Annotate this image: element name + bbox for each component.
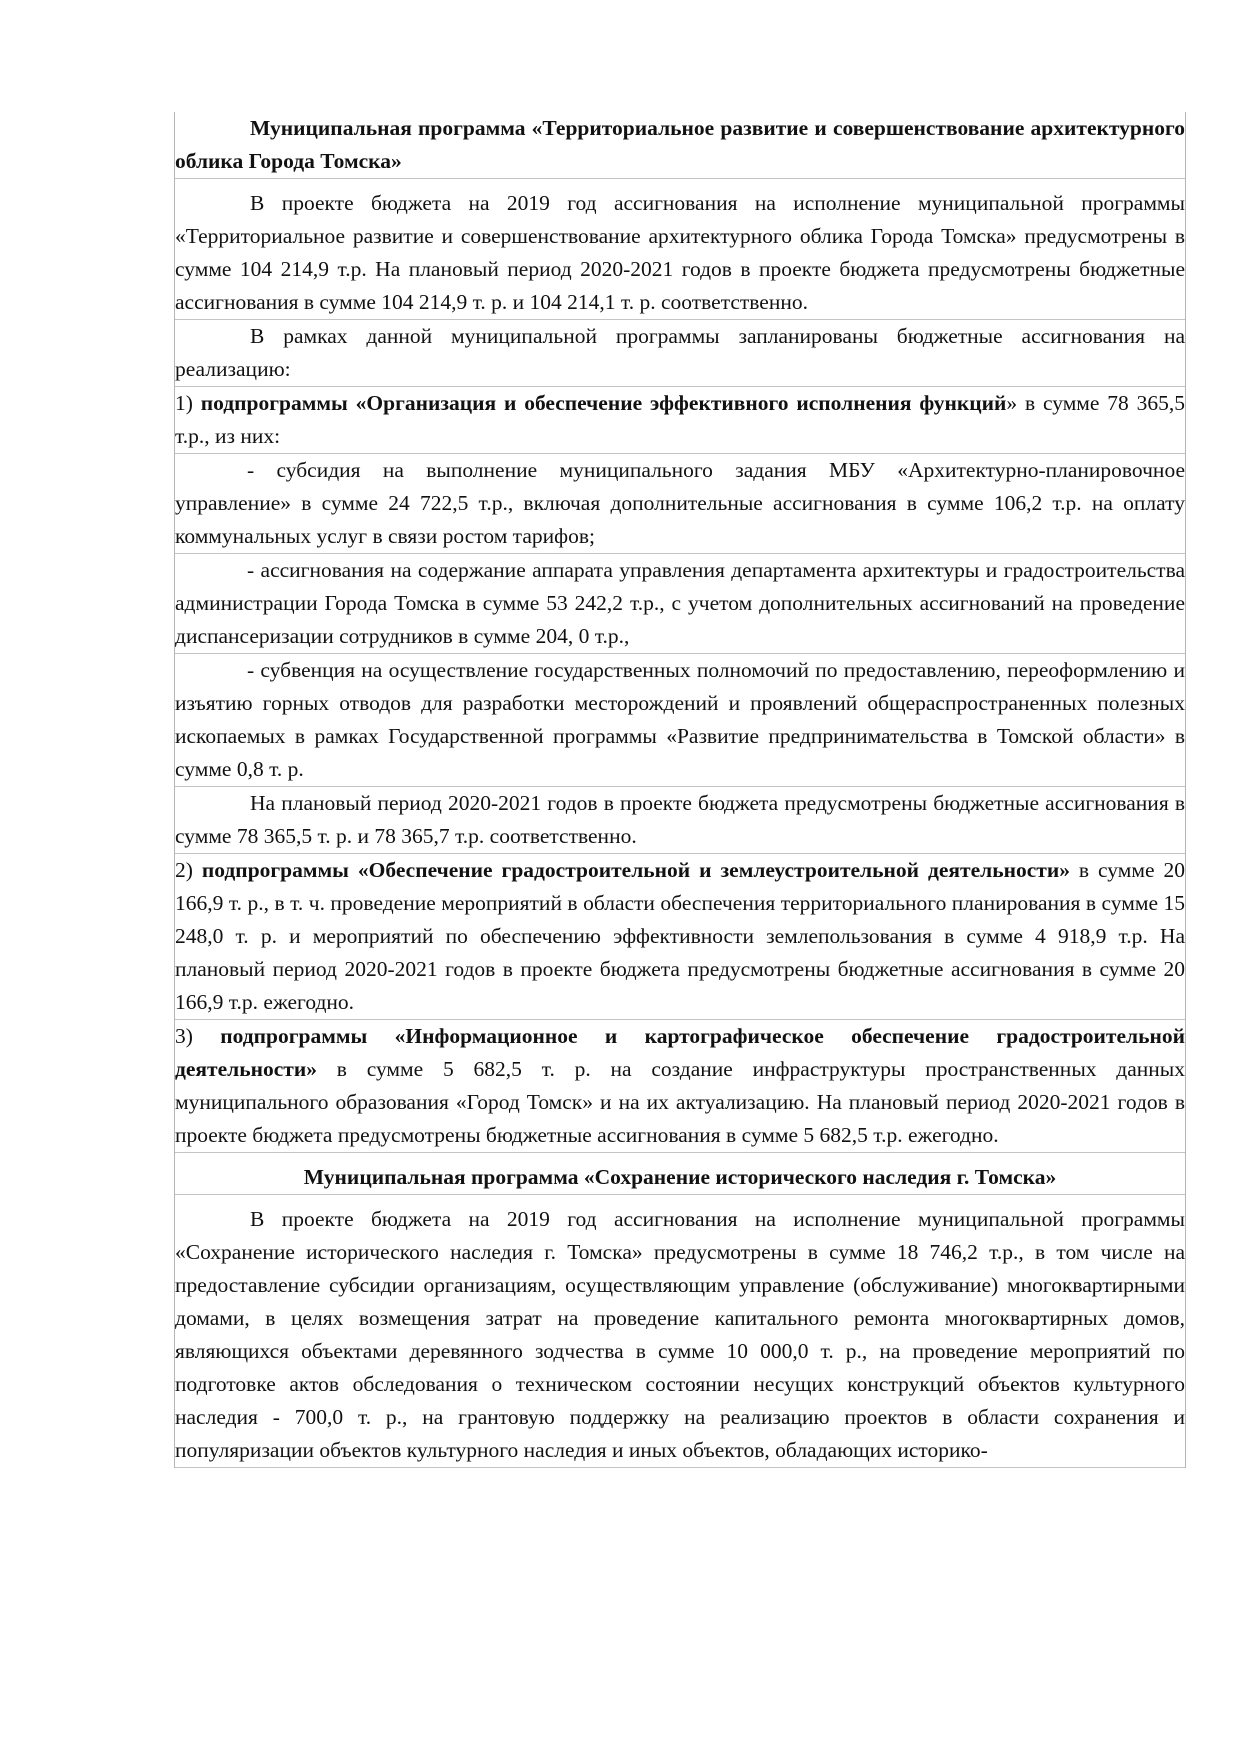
subprogram-1-item-a — [175, 454, 1185, 554]
subprogram-1-item-b — [175, 554, 1185, 654]
spacer — [175, 179, 1185, 187]
section2-heading-block — [175, 1161, 1185, 1195]
subprogram-2-body: в сумме 20 166,9 т. р., в т. ч. проведение мероприятий в области обеспечения территориального планирования в сумме 15 248,0 т. р. и мероприятий по обеспечению эффективности землепользования в сумме 4 918,9 т.р. На плановый период 2020-2021 годов в проекте бюджета предусмотрены бюджетные ассигнования в сумме 20 166,9 т.р. ежегодно. — [175, 858, 1186, 1014]
section1-paragraph-1 — [175, 187, 1185, 320]
subprogram-1-title: подпрограммы «Организация и обеспечение эффективного исполнения функций — [200, 391, 1007, 415]
subprogram-1-item-c — [175, 654, 1185, 787]
section1-p3: На плановый период 2020-2021 годов в проекте бюджета предусмотрены бюджетные ассигнования в сумме 78 365,5 т. р. и 78 365,7 т.р. соответственно. — [175, 791, 1185, 848]
section1-p1: В проекте бюджета на 2019 год ассигнования на исполнение муниципальной программы «Территориальное развитие и совершенствование архитектурного облика Города Томска» предусмотрены в сумме 104 214,9 т.р. На плановый период 2020-2021 годов в проекте бюджета предусмотрены бюджетные ассигнования в сумме 104 214,9 т. р. и 104 214,1 т. р. соответственно. — [175, 191, 1185, 314]
subprogram-2-title: подпрограммы «Обеспечение градостроительной и землеустроительной деятельности» — [201, 858, 1070, 882]
subprogram-3-body: в сумме 5 682,5 т. р. на создание инфраструктуры пространственных данных муниципального образования «Город Томск» и на их актуализацию. На плановый период 2020-2021 годов в проекте бюджета предусмотрены бюджетные ассигнования в сумме 5 682,5 т.р. ежегодно. — [175, 1057, 1185, 1147]
subprogram-3-text — [175, 1020, 1185, 1152]
section2-p1: В проекте бюджета на 2019 год ассигнования на исполнение муниципальной программы «Сохранение исторического наследия г. Томска» предусмотрены в сумме 18 746,2 т.р., в том числе на предоставление субсидии организациям, осуществляющим управление (обслуживание) многоквартирными домами, в целях возмещения затрат на проведение капитального ремонта многоквартирных домов, являющихся объектами деревянного зодчества в сумме 10 000,0 т. р., на проведение мероприятий по подготовке актов обследования о техническом состоянии несущих конструкций объектов культурного наследия - 700,0 т. р., на грантовую поддержку на реализацию проектов в области сохранения и популяризации объектов культурного наследия и иных объектов, обладающих историко- — [175, 1207, 1185, 1462]
spacer — [175, 1195, 1185, 1203]
section2-paragraph-1 — [175, 1203, 1185, 1468]
subprogram-2-text — [175, 854, 1185, 1019]
section1-paragraph-3 — [175, 787, 1185, 854]
subprogram-1-close-quote: » — [1006, 391, 1018, 415]
section1-paragraph-2 — [175, 320, 1185, 387]
subprogram-2 — [175, 854, 1185, 1020]
section2-heading: Муниципальная программа «Сохранение исторического наследия г. Томска» — [303, 1165, 1057, 1189]
subprogram-1-subsidy: - субсидия на выполнение муниципального задания МБУ «Архитектурно-планировочное управление» в сумме 24 722,5 т.р., включая дополнительные ассигнования в сумме 106,2 т.р. на оплату коммунальных услуг в связи ростом тарифов; — [175, 458, 1185, 548]
section1-p2: В рамках данной муниципальной программы запланированы бюджетные ассигнования на реализацию: — [175, 324, 1185, 381]
subprogram-1-number: 1) — [175, 391, 193, 415]
section1-heading: Муниципальная программа «Территориальное развитие и совершенствование архитектурного облика Города Томска» — [175, 116, 1185, 173]
subprogram-1-subvention: - субвенция на осуществление государственных полномочий по предоставлению, переоформлению и изъятию горных отводов для разработки месторождений и проявлений общераспространенных полезных ископаемых в рамках Государственной программы «Развитие предпринимательства в Томской области» в сумме 0,8 т. р. — [175, 658, 1185, 781]
document-page — [174, 112, 1186, 1468]
subprogram-2-number: 2) — [175, 858, 193, 882]
subprogram-3 — [175, 1020, 1185, 1153]
subprogram-1-text — [175, 387, 1185, 453]
subprogram-3-number: 3) — [175, 1024, 193, 1048]
subprogram-1-apparatus: - ассигнования на содержание аппарата управления департамента архитектуры и градостроительства администрации Города Томска в сумме 53 242,2 т.р., с учетом дополнительных ассигнований на проведение диспансеризации сотрудников в сумме 204, 0 т.р., — [175, 558, 1185, 648]
subprogram-1 — [175, 387, 1185, 454]
subprogram-1-amount: в сумме 78 365,5 т.р., из них: — [175, 391, 1186, 448]
subprogram-3-title: подпрограммы «Информационное и картографическое обеспечение градостроительной деятельности» — [175, 1024, 1185, 1081]
section1-heading-block — [175, 112, 1185, 179]
spacer — [175, 1153, 1185, 1161]
